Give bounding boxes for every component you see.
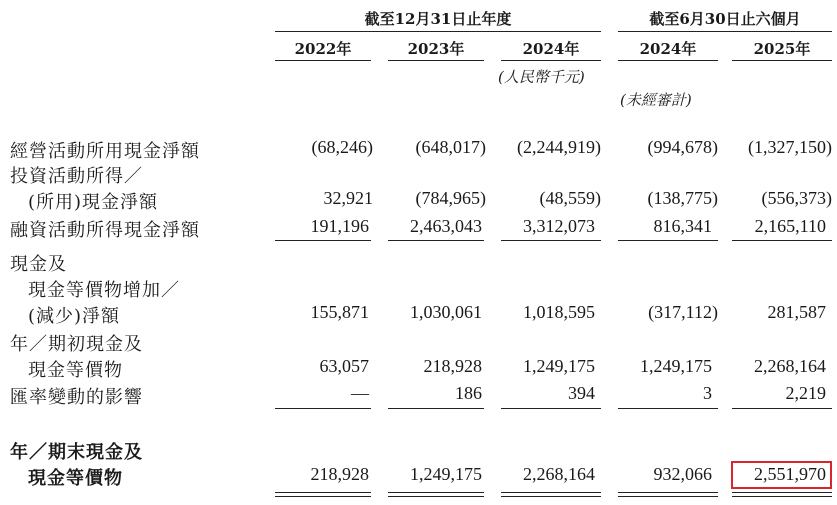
cell-closing-2024-h1: 932,066 xyxy=(653,464,712,484)
cell-investing-2023: (784,965) xyxy=(415,188,486,208)
total-rule xyxy=(501,408,601,409)
cell-opening-2024: 1,249,175 xyxy=(523,356,595,376)
row-label-fx: 匯率變動的影響 xyxy=(10,387,143,408)
cell-operating-2024-h1: (994,678) xyxy=(647,137,718,157)
cell-financing-2024-h1: 816,341 xyxy=(653,216,712,236)
cell-operating-2023: (648,017) xyxy=(415,137,486,157)
cell-investing-2024-h1: (138,775) xyxy=(647,188,718,208)
year-header-2024-h1: 2024年 xyxy=(639,40,697,58)
cell-closing-2022: 218,928 xyxy=(310,464,369,484)
cell-closing-2025-h1: 2,551,970 xyxy=(754,464,826,484)
year-header-2022: 2022年 xyxy=(294,40,352,58)
cell-investing-2024: (48,559) xyxy=(539,188,601,208)
cell-opening-2022: 63,057 xyxy=(319,356,369,376)
subtotal-rule xyxy=(388,240,484,241)
double-rule-top xyxy=(618,492,718,493)
cell-fx-2022: — xyxy=(351,383,369,403)
cell-fx-2024-h1: 3 xyxy=(703,383,712,403)
cell-investing-2025-h1: (556,373) xyxy=(761,188,832,208)
cell-fx-2023: 186 xyxy=(455,383,482,403)
double-rule-top xyxy=(732,492,832,493)
double-rule-bottom xyxy=(388,496,484,497)
cell-operating-2024: (2,244,919) xyxy=(517,137,601,157)
row-label-operating: 經營活動所用現金淨額 xyxy=(10,141,200,162)
cell-financing-2024: 3,312,073 xyxy=(523,216,595,236)
cell-closing-2023: 1,249,175 xyxy=(410,464,482,484)
subtotal-rule xyxy=(275,240,371,241)
double-rule-bottom xyxy=(618,496,718,497)
cell-net-change-2024-h1: (317,112) xyxy=(648,302,718,322)
cell-fx-2025-h1: 2,219 xyxy=(785,383,826,403)
header-group-rule-fy xyxy=(275,31,601,32)
cell-investing-2022: 32,921 xyxy=(323,188,373,208)
cell-opening-2023: 218,928 xyxy=(423,356,482,376)
row-label-closing-line1: 年／期末現金及 xyxy=(10,442,143,463)
cell-net-change-2023: 1,030,061 xyxy=(410,302,482,322)
total-rule xyxy=(275,408,371,409)
double-rule-top xyxy=(388,492,484,493)
cell-operating-2022: (68,246) xyxy=(311,137,373,157)
cell-net-change-2024: 1,018,595 xyxy=(523,302,595,322)
subtotal-rule xyxy=(501,240,601,241)
double-rule-top xyxy=(275,492,371,493)
double-rule-top xyxy=(501,492,601,493)
header-group-half-year: 截至6月30日止六個月 xyxy=(649,10,801,28)
unaudited-note: (未經審計) xyxy=(620,91,692,109)
double-rule-bottom xyxy=(275,496,371,497)
highlight-box xyxy=(731,461,832,489)
year-rule xyxy=(275,60,371,61)
row-label-investing-line2: (所用)現金淨額 xyxy=(28,192,159,213)
cell-financing-2022: 191,196 xyxy=(310,216,369,236)
double-rule-bottom xyxy=(732,496,832,497)
header-group-rule-half xyxy=(618,31,832,32)
total-rule xyxy=(618,408,718,409)
row-label-opening-line1: 年／期初現金及 xyxy=(10,334,143,355)
year-rule xyxy=(618,60,718,61)
total-rule xyxy=(732,408,832,409)
year-rule xyxy=(388,60,484,61)
row-label-closing-line2: 現金等價物 xyxy=(28,468,123,489)
cell-net-change-2022: 155,871 xyxy=(310,302,369,322)
row-label-financing: 融資活動所得現金淨額 xyxy=(10,220,200,241)
double-rule-bottom xyxy=(501,496,601,497)
row-label-opening-line2: 現金等價物 xyxy=(28,360,123,381)
year-header-2025-h1: 2025年 xyxy=(753,40,811,58)
year-rule xyxy=(732,60,832,61)
year-header-2023: 2023年 xyxy=(407,40,465,58)
subtotal-rule xyxy=(732,240,832,241)
year-header-2024: 2024年 xyxy=(522,40,580,58)
cell-financing-2023: 2,463,043 xyxy=(410,216,482,236)
row-label-net-change-line1: 現金及 xyxy=(10,254,67,275)
cell-opening-2025-h1: 2,268,164 xyxy=(754,356,826,376)
cell-closing-2024: 2,268,164 xyxy=(523,464,595,484)
cell-fx-2024: 394 xyxy=(568,383,595,403)
row-label-net-change-line3: (減少)淨額 xyxy=(28,306,121,327)
subtotal-rule xyxy=(618,240,718,241)
row-label-net-change-line2: 現金等價物增加／ xyxy=(28,280,180,301)
unit-note: (人民幣千元) xyxy=(498,68,585,86)
year-rule xyxy=(501,60,601,61)
total-rule xyxy=(388,408,484,409)
header-group-fiscal-year: 截至12月31日止年度 xyxy=(364,10,512,28)
cell-net-change-2025-h1: 281,587 xyxy=(767,302,826,322)
cell-opening-2024-h1: 1,249,175 xyxy=(640,356,712,376)
row-label-investing-line1: 投資活動所得／ xyxy=(10,166,143,187)
cell-operating-2025-h1: (1,327,150) xyxy=(748,137,832,157)
cell-financing-2025-h1: 2,165,110 xyxy=(754,216,826,236)
